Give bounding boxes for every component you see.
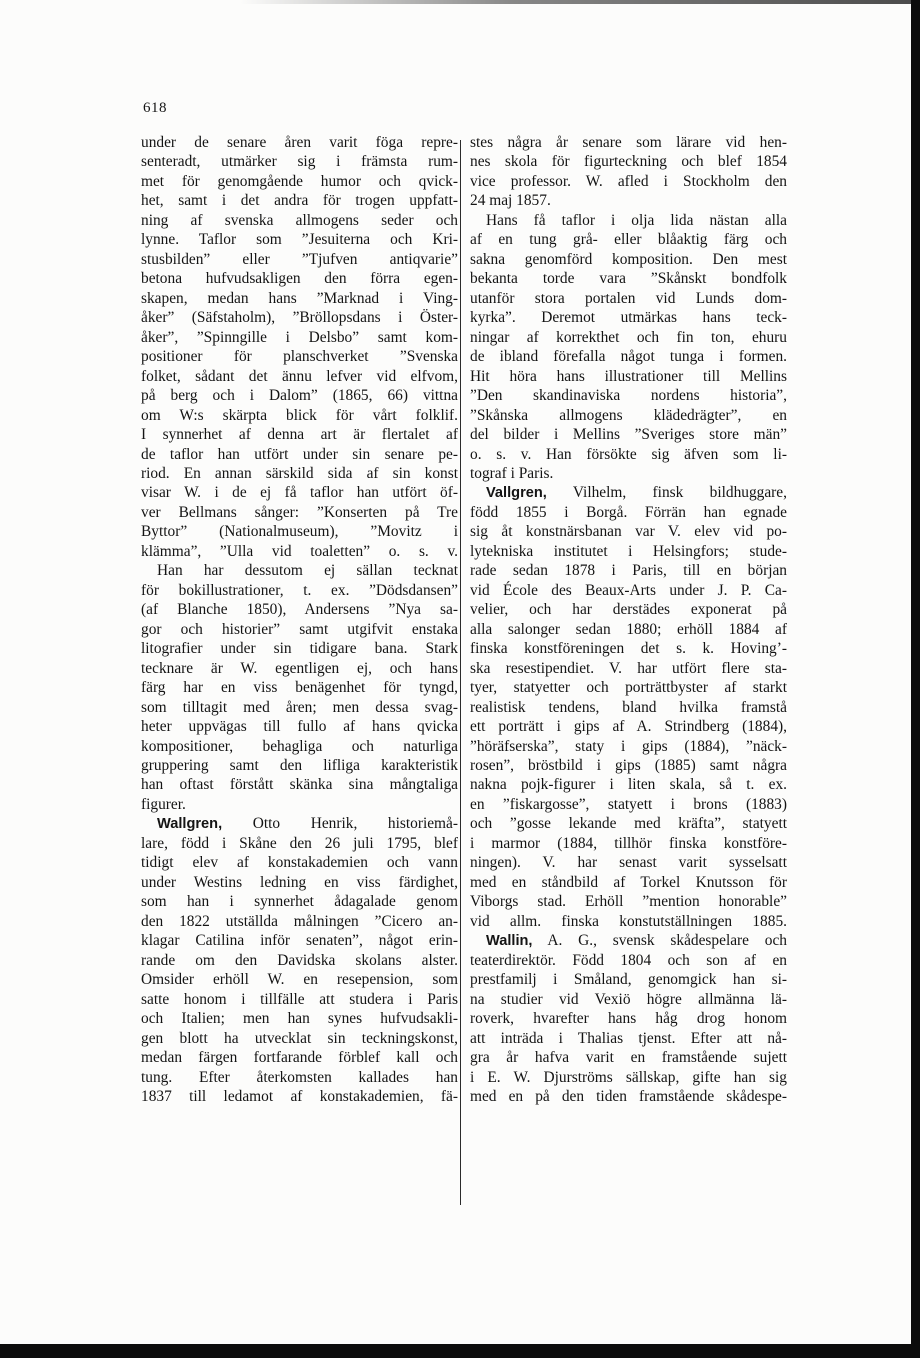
left-column [141, 133, 458, 1106]
entry-wallin [470, 931, 787, 950]
text-line: teaterdirektör. Född 1804 och son af en [470, 951, 787, 969]
entry-text: A. G., svensk skådespelare och [532, 932, 787, 950]
entry-headword: Wallgren, [157, 816, 223, 833]
text-line: af en tung grå- eller blåaktig färg och [470, 231, 787, 249]
text-line: roverk, hvarefter hans håg drog honom [470, 1010, 787, 1028]
text-line: sakna genomförd komposition. Den mest [470, 250, 787, 268]
text-line: ”Den skandinaviska nordens historia”, [470, 387, 787, 405]
text-line: riod. En annan särskild sida af sin konst [141, 464, 458, 482]
text-line: i marmor (1884, tillhör finska konstföre- [470, 834, 787, 852]
text-line: lare, född i Skåne den 26 juli 1795, blef [141, 834, 458, 852]
text-line: gor och historier” samt utgifvit enstaka [141, 620, 458, 638]
text-line: för bokillustrationer, t. ex. ”Dödsdansen” [141, 581, 458, 599]
text-line: född 1855 i Borgå. Förrän han egnade [470, 503, 787, 521]
text-line: litografier under sin tidigare bana. Stark [141, 640, 458, 658]
text-line: lynne. Taflor som ”Jesuiterna och Kri- [141, 231, 458, 249]
text-line: ”Skånska allmogens klädedrägter”, en [470, 406, 787, 424]
text-line: klagar Catilina inför senaten”, något erin- [141, 932, 458, 950]
page-number: 618 [143, 100, 167, 116]
text-line: kompositioner, behagliga och naturliga [141, 737, 458, 755]
text-line: figurer. [141, 795, 186, 813]
text-line: om W:s skärpta blick för vårt folklif. [141, 406, 458, 424]
text-line: I synnerhet af denna art är flertalet af [141, 426, 458, 444]
text-line: ningar af korrekthet och fin ton, ehuru [470, 328, 787, 346]
text-line: ver Bellmans sånger: ”Konserten på Tre [141, 503, 458, 521]
scan-edge-right [911, 0, 920, 1358]
entry-headword: Vallgren, [486, 485, 547, 502]
text-line: med en ståndbild af Torkel Knutsson för [470, 873, 787, 891]
text-line: Viborgs stad. Erhöll ”mention honorable” [470, 893, 787, 911]
text-line: medan färgen fortfarande förblef kall och [141, 1049, 458, 1067]
text-line: positioner för planschverket ”Svenska [141, 348, 458, 366]
scan-edge-bottom [0, 1344, 920, 1358]
text-line: vid allm. finska konstutställningen 1885. [470, 912, 787, 930]
text-line: kyrka”. Deremot utmärkas hans teck- [470, 309, 787, 327]
text-line: gruppering samt den lifliga karakteristik [141, 757, 458, 774]
text-line: 1837 till ledamot af konstakademien, fä- [141, 1087, 458, 1105]
text-line: stusbilden” eller ”Tjufven antiqvarie” [141, 250, 458, 268]
text-line: rosen”, bröstbild i gips (1885) samt några [470, 757, 787, 774]
text-line: prestfamilj i Småland, genomgick han si- [470, 971, 787, 989]
text-line: vid École des Beaux-Arts under J. P. Ca- [470, 581, 787, 599]
text-line: del bilder i Mellins ”Sveriges store män” [470, 426, 787, 444]
text-line: finska konstföreningen det s. k. Hoving’- [470, 640, 787, 658]
text-line: på berg och i Dalom” (1865, 66) vittna [141, 387, 458, 405]
entry-text: Vilhelm, finsk bildhuggare, [546, 484, 787, 502]
text-line: under de senare åren varit föga repre- [141, 134, 458, 151]
text-line: tograf i Paris. [470, 464, 554, 482]
text-line: ska resestipendiet. V. har utfört flere sta- [470, 659, 787, 677]
text-line: och ”gosse lekande med kräfta”, statyett [470, 815, 787, 833]
text-line: Hans få taflor i olja lida nästan alla [486, 211, 787, 229]
text-line: ning af svenska allmogens seder och [141, 211, 458, 229]
text-line: ”höräfserska”, staty i gips (1884), ”näck- [470, 737, 787, 755]
text-line: tyer, statyetter och porträttbyster af starkt [470, 679, 787, 697]
text-line: alla salonger sedan 1880; erhöll 1884 af [470, 620, 787, 638]
text-line: Han har dessutom ej sällan tecknat [157, 562, 458, 580]
text-line: han oftast förstått skänka sina mångtaliga [141, 776, 458, 794]
text-line: de ibland förefalla något tunga i formen. [470, 348, 787, 366]
entry-vallgren [470, 483, 787, 502]
text-line: bekanta torde vara ”Skånskt bondfolk [470, 270, 787, 288]
text-line: 24 maj 1857. [470, 192, 551, 210]
text-line: att inträda i Thalias tjenst. Efter att nå- [470, 1029, 787, 1047]
text-line: rade sedan 1878 i Paris, till en början [470, 562, 787, 580]
text-line: under Westins ledning en viss färdighet, [141, 873, 458, 891]
text-line: den 1822 utställda målningen ”Cicero an- [141, 912, 458, 930]
text-line: vice professor. W. afled i Stockholm den [470, 172, 787, 190]
text-line: nes skola för figurteckning och blef 1854 [470, 153, 787, 171]
text-line: ningen). V. har senast varit sysselsatt [470, 854, 787, 872]
text-line: betona hufvudsakligen den förra egen- [141, 270, 458, 288]
entry-wallgren [141, 814, 458, 833]
text-line: folket, sådant det ännu lefver vid elfvom, [141, 367, 458, 385]
text-line: na studier vid Vexiö högre allmänna lä- [470, 990, 787, 1008]
text-line: gen blott ha utvecklat sin teckningskonst, [141, 1029, 458, 1047]
text-line: satte honom i tillfälle att studera i Paris [141, 990, 458, 1008]
text-line: färg har en viss benägenhet för tyngd, [141, 679, 458, 697]
text-line: senteradt, utmärker sig i främsta rum- [141, 153, 458, 171]
text-line: Hit höra hans illustrationer till Mellins [470, 367, 787, 385]
text-line: skapen, medan hans ”Marknad i Ving- [141, 289, 458, 307]
text-line: åker”, ”Spinngille i Delsbo” samt kom- [141, 328, 458, 346]
text-line: o. s. v. Han försökte sig äfven som li- [470, 445, 787, 463]
text-line: en ”fiskargosse”, statyett i brons (1883) [470, 795, 787, 813]
text-line: rande om den Davidska skolans alster. [141, 951, 458, 969]
text-line: lytekniska institutet i Helsingfors; stude- [470, 542, 787, 560]
text-line: Omsider erhöll W. en resepension, som [141, 971, 458, 989]
text-line: ett porträtt i gips af A. Strindberg (1884), [470, 718, 787, 736]
text-line: visar W. i de ej få taflor han utfört öf- [141, 484, 458, 502]
text-line: tung. Efter återkomsten kallades han [141, 1068, 458, 1086]
text-line: Byttor” (Nationalmuseum), ”Movitz i [141, 523, 458, 541]
text-line: met för genomgående humor och qvick- [141, 172, 458, 190]
column-divider [460, 140, 461, 1205]
text-line: åker” (Säfstaholm), ”Bröllopsdans i Öster- [141, 309, 458, 327]
text-line: och Italien; men han synes hufvudsakli- [141, 1010, 458, 1028]
text-line: stes några år senare som lärare vid hen- [470, 134, 787, 151]
text-line: utanför stora portalen vid Lunds dom- [470, 289, 787, 307]
entry-text: Otto Henrik, historiemå- [222, 815, 458, 833]
text-line: heter uppvägas till fullo af hans qvicka [141, 718, 458, 736]
scan-edge-top [240, 0, 920, 4]
entry-headword: Wallin, [486, 933, 533, 950]
text-line: klämma”, ”Ulla vid toaletten” o. s. v. [141, 542, 458, 560]
text-line: sig åt konstnärsbanan var V. elev vid po- [470, 523, 787, 541]
text-line: nakna pojk-figurer i liten skala, så t. ex. [470, 776, 787, 794]
text-line: (af Blanche 1850), Andersens ”Nya sa- [141, 601, 458, 619]
text-line: i E. W. Djurströms sällskap, gifte han sig [470, 1068, 787, 1086]
right-column [470, 133, 787, 1106]
text-line: som han i synnerhet ådagalade genom [141, 893, 458, 911]
text-line: med en på den tiden framstående skådespe- [470, 1087, 787, 1105]
text-line: gra år hafva varit en framstående sujett [470, 1049, 787, 1067]
text-line: tecknare är W. egentligen ej, och hans [141, 659, 458, 677]
text-line: het, samt i det andra för trogen uppfatt- [141, 192, 458, 210]
text-line: de taflor han utfört under sin senare pe- [141, 445, 458, 463]
text-line: som tilltagit med åren; men dessa svag- [141, 698, 458, 716]
text-line: tidigt elev af konstakademien och vann [141, 854, 458, 872]
text-line: velier, och har derstädes exponerat på [470, 601, 787, 619]
text-line: realistisk tendens, bland hvilka framstå [470, 698, 787, 716]
